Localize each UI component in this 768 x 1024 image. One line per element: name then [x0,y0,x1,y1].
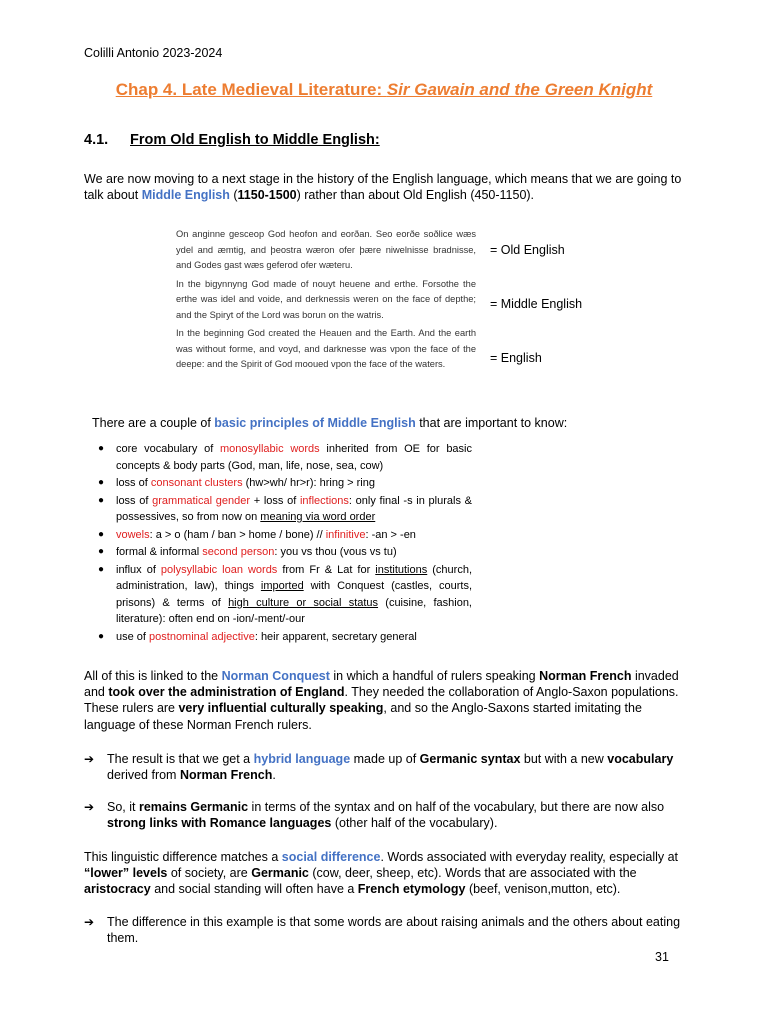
arrow-right-icon: ➔ [84,800,95,814]
difference-arrow-item [84,914,688,946]
list-item: ● loss of consonant clusters (hw>wh/ hr>r): hring > ring [96,475,472,492]
difference-text: The difference in this example is that some words are about raising animals and the others about eating them. [107,915,681,946]
principles-intro-a: There are a couple of [92,416,215,430]
bullet-icon: ● [98,528,105,540]
middle-english-dates: 1150-1500 [237,188,297,203]
principles-intro-b: that are important to know: [415,416,568,430]
middle-english-highlight: Middle English [141,188,230,203]
old-english-label: = Old English [490,243,565,257]
bullet-icon: ● [98,443,105,454]
intro-paragraph [84,171,688,203]
bullet-icon: ● [98,546,105,557]
middle-english-label: = Middle English [490,297,583,311]
intro-text-3: ) rather than about Old English (450-1150). [296,188,535,203]
chapter-title-italic: Sir Gawain and the Green Knight [386,80,653,99]
bullet-icon: ● [98,494,105,506]
social-difference-paragraph: This linguistic difference matches a social difference. Words associated with everyday reality, especially at “lower” levels of society, are Germanic (cow, deer, sheep, etc). Words that are associated with the aristocracy and social standing will often have a French etymology (beef, venison,mutton, etc). [84,850,679,897]
result-arrow-item: ➔ The result is that we get a hybrid language made up of Germanic syntax but with a new vocabulary derived from Norman French. [84,752,674,783]
section-heading [84,132,380,148]
germanic-arrow-item: ➔ So, it remains Germanic in terms of the syntax and on half of the vocabulary, but there are now also strong links with Romance languages (other half of the vocabulary). [84,800,665,831]
list-item: ● formal & informal second person: you vs thou (vous vs tu) [96,544,472,561]
list-item: ● influx of polysyllabic loan words from Fr & Lat for institutions (church, administration, law), things imported with Conquest (castles, courts, prisons) & terms of high culture or social status (cuisine, fashion, literature): often end on -ion/-ment/-our [98,563,473,625]
middle-english-text: In the bigynnyng God made of nouyt heuene and erthe. Forsothe the erthe was idel and voide, and derknessis weren on the face of depthe; and the Spiryt of the Lord was borun on the watris. [176,278,476,320]
bullet-icon: ● [98,477,105,488]
list-item: ● core vocabulary of monosyllabic words inherited from OE for basic concepts & body parts (God, man, life, nose, sea, cow) [98,443,472,472]
modern-english-label: = English [490,351,542,365]
list-item: ● use of postnominal adjective: heir apparent, secretary general [96,629,472,646]
modern-english-text: In the beginning God created the Heauen and the Earth. And the earth was without forme, and voyd, and darknesse was vpon the face of the deepe: and the Spirit of God mooued vpon the face of the waters. [176,328,476,369]
bullet-icon: ● [98,630,105,642]
page-header: Colilli Antonio 2023-2024 [84,46,223,60]
section-title: From Old English to Middle English: [130,132,380,148]
social-difference-highlight: social difference [281,850,381,864]
arrow-right-icon: ➔ [84,915,95,929]
old-english-text: On anginne gesceop God heofon and eorðan. Seo eorðe soðlice wæs ydel and æmtig, and þeostra wæron ofer þære niwelnisse bradnisse, and Godes gast wæs geferod ofer wæteru. [176,229,476,270]
page-number: 31 [655,950,669,964]
chapter-title-prefix: Chap 4. Late Medieval Literature: [115,80,387,99]
section-number: 4.1. [84,132,109,148]
text-comparison-figure [176,227,476,376]
list-item: ● loss of grammatical gender + loss of inflections: only final -s in plurals & possessives, so from now on meaning via word order [98,494,472,523]
hybrid-language-highlight: hybrid language [253,752,351,766]
norman-conquest-highlight: Norman Conquest [221,669,330,683]
intro-text-2: ( [229,188,238,203]
norman-conquest-paragraph: All of this is linked to the Norman Conquest in which a handful of rulers speaking Norman French invaded and took over the administration of England. They needed the collaboration of Anglo-Saxon populations. These rulers are very influential culturally speaking, and so the Anglo-Saxons started imitating the language of these Norman French rulers. [84,669,679,732]
arrow-right-icon: ➔ [84,752,95,766]
principles-list [96,441,472,646]
intro-text-1: We are now moving to a next stage in the history of the English language, which means that we are going to talk about [84,172,682,203]
list-item: ● vowels: a > o (ham / ban > home / bone) // infinitive: -an > -en [96,527,472,544]
chapter-title [0,80,768,100]
principles-highlight: basic principles of Middle English [214,416,416,430]
principles-intro [92,416,567,430]
bullet-icon: ● [98,563,105,575]
